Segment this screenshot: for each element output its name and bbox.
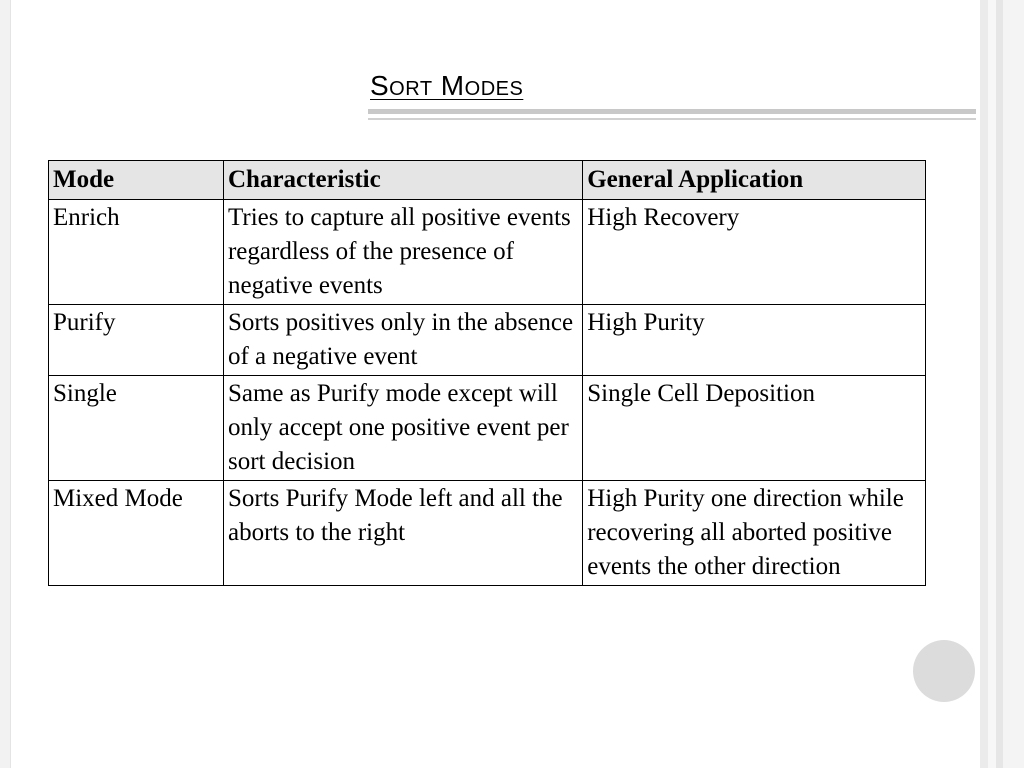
header-characteristic: Characteristic [223,161,582,200]
cell-mode: Mixed Mode [49,481,224,586]
table-row [49,376,926,481]
table-header-row [49,161,926,200]
slide-right-border [980,0,988,768]
table-row [49,481,926,586]
cell-characteristic: Same as Purify mode except will only accept one positive event per sort decision [223,376,582,481]
slide-right-border [996,0,1003,768]
slide-title: Sort Modes [370,70,524,101]
header-mode: Mode [49,161,224,200]
cell-characteristic: Sorts Purify Mode left and all the aborts to the right [223,481,582,586]
slide-right-border [1003,0,1024,768]
slide-decoration-circle [913,640,975,702]
cell-mode: Single [49,376,224,481]
cell-characteristic: Sorts positives only in the absence of a negative event [223,305,582,376]
cell-general-application: High Purity [583,305,926,376]
cell-general-application: High Purity one direction while recovering all aborted positive events the other direction [583,481,926,586]
slide-left-edge [0,0,11,768]
header-general-application: General Application [583,161,926,200]
table-row [49,200,926,305]
cell-general-application: High Recovery [583,200,926,305]
cell-characteristic: Tries to capture all positive events regardless of the presence of negative events [223,200,582,305]
slide-right-border [988,0,996,768]
cell-mode: Purify [49,305,224,376]
cell-general-application: Single Cell Deposition [583,376,926,481]
cell-mode: Enrich [49,200,224,305]
sort-modes-table [48,160,926,586]
title-rule-thin [368,118,976,120]
table-row [49,305,926,376]
title-rule-thick [368,109,976,114]
